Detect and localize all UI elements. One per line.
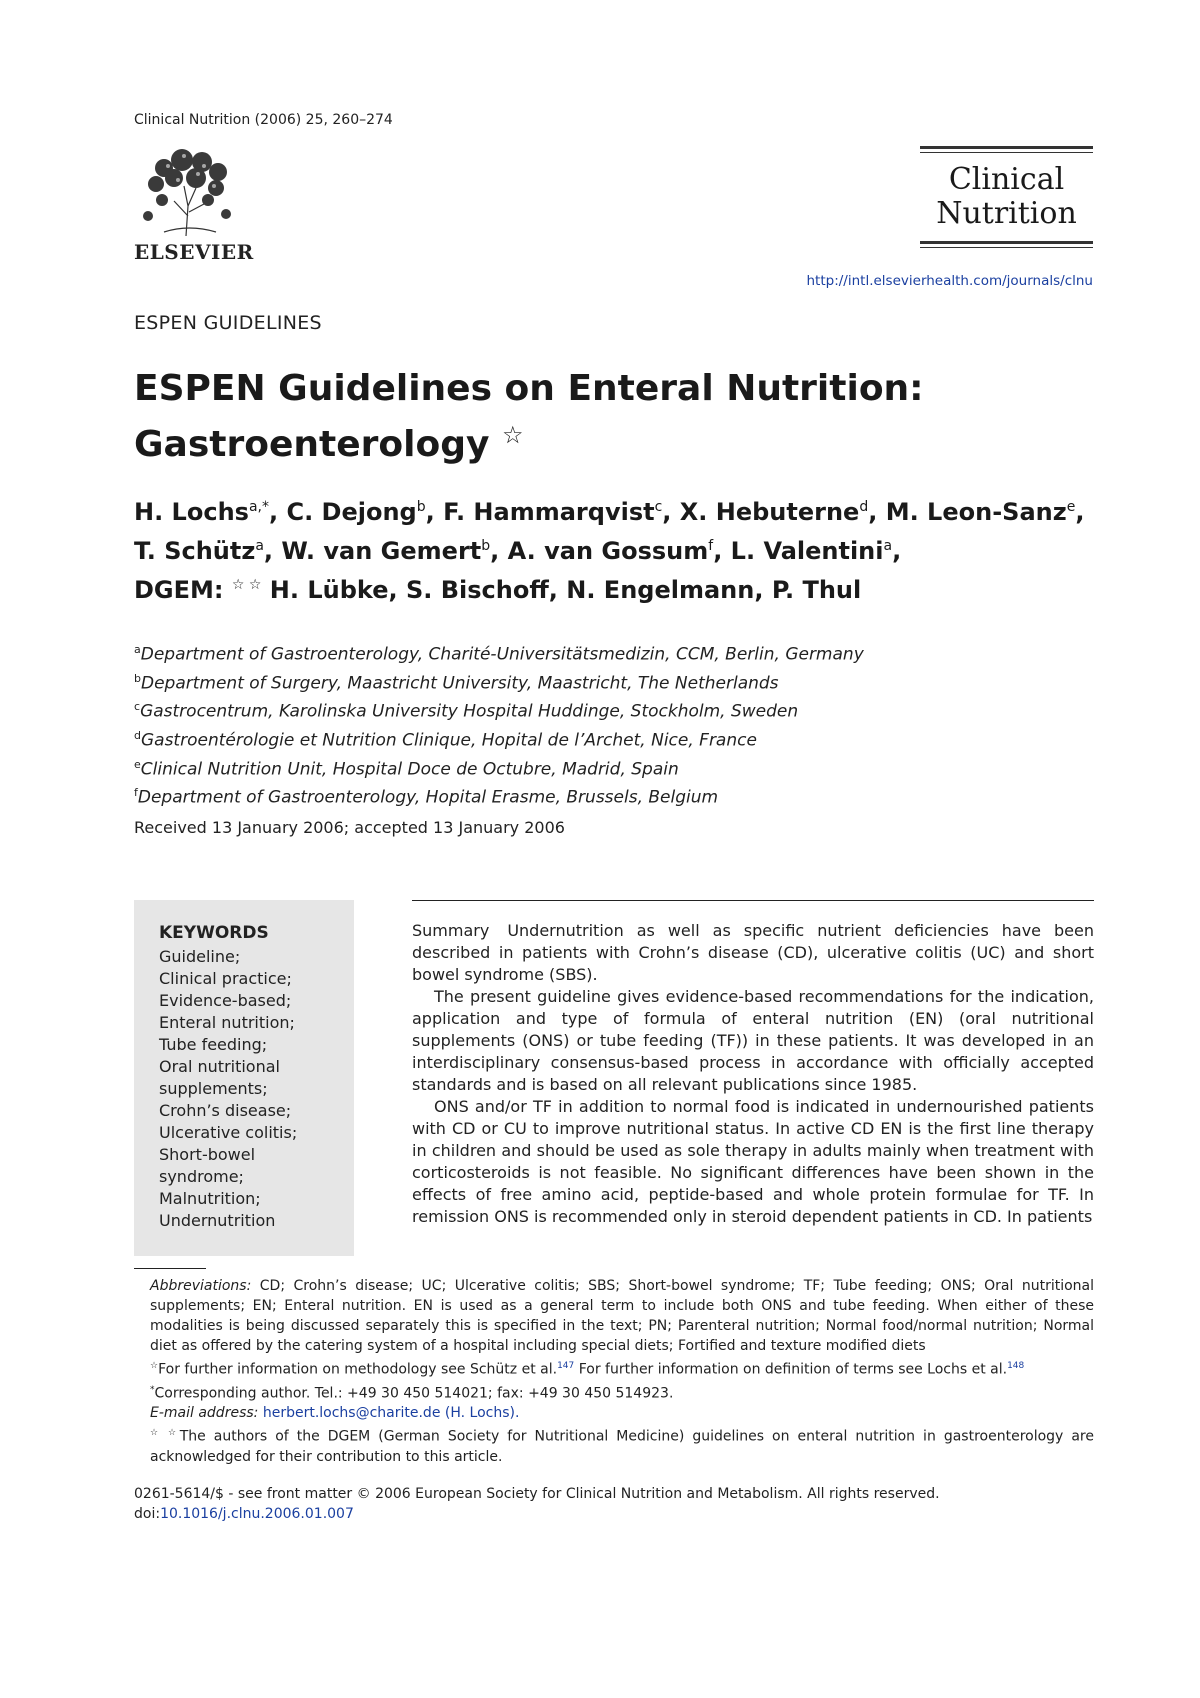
title-line2 xyxy=(134,412,1034,468)
reference-link[interactable]: 147 xyxy=(557,1361,575,1371)
journal-citation: Clinical Nutrition (2006) 25, 260–274 xyxy=(134,112,393,128)
summary-paragraph: The present guideline gives evidence-based recommendations for the indication, application and type of formula of enteral nutrition (EN) (oral nutritional supplements (ONS) or tube feeding (TF)) in these patients. It was developed in an interdisciplinary consensus-based process in accordance with officially accepted standards and is based on all relevant publications since 1985. xyxy=(412,987,1094,1094)
affiliation: $^c$Gastrocentrum, Karolinska University Hospital Huddinge, Stockholm, Sweden xyxy=(134,700,799,722)
journal-name-line1: Clinical xyxy=(948,162,1065,197)
keyword-item: Short-bowel xyxy=(159,1145,256,1164)
author[interactable]: C. Dejong$^b$ xyxy=(286,498,426,526)
affiliation: $^d$Gastroentérologie et Nutrition Clinique, Hopital de l’Archet, Nice, France xyxy=(134,728,757,751)
author[interactable]: T. Schütz$^a$ xyxy=(134,537,264,565)
reference-link[interactable]: 148 xyxy=(1007,1361,1025,1371)
footnote-rule xyxy=(134,1268,206,1269)
keyword-item: Clinical practice; xyxy=(159,969,292,988)
author-line3 xyxy=(134,568,1094,607)
keyword-item: Enteral nutrition; xyxy=(159,1013,295,1032)
doi-line: doi:10.1016/j.clnu.2006.01.007 xyxy=(134,1506,354,1522)
elsevier-tree-icon xyxy=(134,146,244,238)
dgem-authors[interactable]: H. Lübke, S. Bischoff, N. Engelmann, P. Thul xyxy=(269,576,862,604)
summary-heading: Summary xyxy=(412,921,490,940)
keyword-item: Guideline; xyxy=(159,947,241,966)
masthead-top-rule xyxy=(920,146,1093,153)
star-footnote: ☆For further information on methodology see Schütz et al.$^{147}$ For further information on definition of terms see Lochs et al.$^{148}$ xyxy=(150,1361,1025,1378)
dgem-label: DGEM: xyxy=(134,576,224,604)
keyword-item: Ulcerative colitis; xyxy=(159,1123,298,1142)
keyword-item: Tube feeding; xyxy=(159,1035,268,1054)
title-line2-text: Gastroenterology xyxy=(134,424,490,465)
author-list xyxy=(134,490,1094,607)
footnotes xyxy=(134,1276,1094,1467)
keywords-box xyxy=(134,900,354,1256)
affiliation: $^b$Department of Surgery, Maastricht University, Maastricht, The Netherlands xyxy=(134,671,779,694)
keyword-item: Undernutrition xyxy=(159,1211,276,1230)
title-line1: ESPEN Guidelines on Enteral Nutrition: xyxy=(134,368,924,409)
abbreviations-footnote: Abbreviations: CD; Crohn’s disease; UC; Ulcerative colitis; SBS; Short-bowel syndrome; TF; Tube feeding; ONS; Oral nutritional supplements; EN; Enteral nutrition. EN is used as a general term to include both ONS and tube feeding. When either of these modalities is being discussed separately this is specified in the text; PN; Parenteral nutrition; Normal food/normal nutrition; Normal diet as offered by the catering system of a hospital including special diets; Fortified and texture modified diets xyxy=(150,1278,1094,1354)
copyright-notice xyxy=(134,1484,1094,1524)
received-dates: Received 13 January 2006; accepted 13 January 2006 xyxy=(134,818,565,837)
affiliation: $^f$Department of Gastroenterology, Hopital Erasme, Brussels, Belgium xyxy=(134,786,719,808)
author[interactable]: X. Hebuterne$^d$ xyxy=(679,498,869,526)
summary-abstract xyxy=(412,920,1094,1228)
keyword-item: Evidence-based; xyxy=(159,991,292,1010)
author[interactable]: M. Leon-Sanz$^e$ xyxy=(885,498,1076,526)
keyword-item: Malnutrition; xyxy=(159,1189,261,1208)
author-line1: H. Lochs$^{a,*}$, C. Dejong$^b$, F. Hammarqvist$^c$, X. Hebuterne$^d$, M. Leon-Sanz$^e$, xyxy=(134,498,1085,526)
double-star-footnote: ☆ ☆The authors of the DGEM (German Society for Nutritional Medicine) guidelines on enteral nutrition in gastroenterology are acknowledged for their contribution to this article. xyxy=(150,1428,1094,1465)
summary-top-rule xyxy=(412,900,1094,901)
article-title xyxy=(134,366,1034,468)
summary-paragraph: ONS and/or TF in addition to normal food is indicated in undernourished patients with CD or CU to improve nutritional status. In active CD EN is the first line therapy in children and should be used as sole therapy in adults mainly when treatment with corticosteroids is not feasible. No significant differences have been shown in the effects of free amino acid, peptide-based and whole protein formulae for TF. In remission ONS is recommended only in steroid dependent patients in CD. In patients xyxy=(412,1097,1094,1226)
author[interactable]: L. Valentini$^a$ xyxy=(730,537,893,565)
affiliation: $^e$Clinical Nutrition Unit, Hospital Doce de Octubre, Madrid, Spain xyxy=(134,757,679,780)
dgem-footnote-star[interactable]: ☆ ☆ xyxy=(231,577,262,593)
author[interactable]: W. van Gemert$^b$ xyxy=(281,537,491,565)
email-link[interactable]: herbert.lochs@charite.de (H. Lochs). xyxy=(262,1405,520,1422)
author[interactable]: H. Lochs$^{a,*}$ xyxy=(134,498,269,526)
publisher-wordmark: ELSEVIER xyxy=(134,240,254,264)
affiliations xyxy=(134,638,1084,810)
author[interactable]: A. van Gossum$^f$ xyxy=(507,537,714,565)
journal-url-link[interactable]: http://intl.elsevierhealth.com/journals/clnu xyxy=(806,273,1093,289)
email-footnote: E-mail address: herbert.lochs@charite.de (H. Lochs). xyxy=(150,1405,520,1422)
title-footnote-star[interactable]: ☆ xyxy=(501,421,524,449)
keyword-item: supplements; xyxy=(159,1079,268,1098)
journal-name-line2: Nutrition xyxy=(936,196,1077,231)
summary-paragraph: Summary Undernutrition as well as specific nutrient deficiencies have been described in patients with Crohn’s disease (CD), ulcerative colitis (UC) and short bowel syndrome (SBS). xyxy=(412,921,1094,984)
doi-link[interactable]: 10.1016/j.clnu.2006.01.007 xyxy=(160,1506,354,1522)
corresponding-author-footnote: *Corresponding author. Tel.: +49 30 450 514021; fax: +49 30 450 514923. xyxy=(150,1384,674,1402)
keyword-item: syndrome; xyxy=(159,1167,244,1186)
affiliation: $^a$Department of Gastroenterology, Charité-Universitätsmedizin, CCM, Berlin, Germany xyxy=(134,643,864,665)
author[interactable]: F. Hammarqvist$^c$ xyxy=(443,498,663,526)
section-label: ESPEN GUIDELINES xyxy=(134,312,322,334)
journal-name xyxy=(920,153,1093,241)
keywords-title: KEYWORDS xyxy=(159,923,269,943)
journal-masthead xyxy=(920,146,1093,248)
elsevier-logo xyxy=(134,146,254,266)
copyright-line: 0261-5614/$ - see front matter © 2006 European Society for Clinical Nutrition and Metabolism. All rights reserved. xyxy=(134,1486,940,1502)
keyword-item: Oral nutritional xyxy=(159,1057,280,1076)
masthead-bottom-rule xyxy=(920,241,1093,248)
author-line2: T. Schütz$^a$, W. van Gemert$^b$, A. van Gossum$^f$, L. Valentini$^a$, xyxy=(134,537,902,565)
keyword-item: Crohn’s disease; xyxy=(159,1101,292,1120)
